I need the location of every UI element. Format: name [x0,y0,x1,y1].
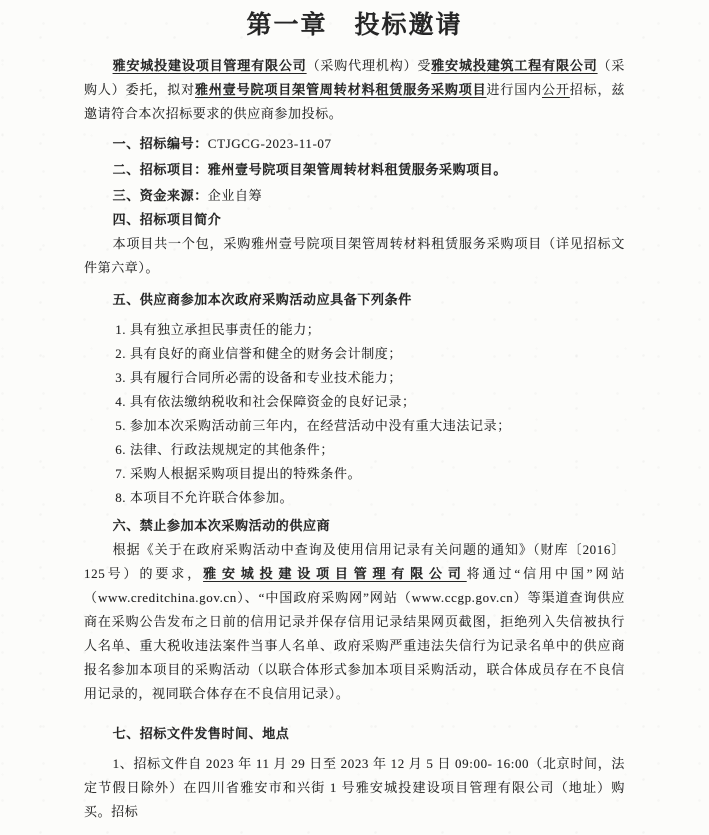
condition-item-6: 6. 法律、行政法规规定的其他条件； [115,442,334,457]
section-4-heading: 四、招标项目简介 [112,212,222,227]
condition-item-4: 4. 具有依法缴纳税收和社会保障资金的良好记录； [115,394,416,409]
condition-item-3: 3. 具有履行合同所必需的设备和专业技术能力； [115,370,402,385]
condition-item-1: 1. 具有独立承担民事责任的能力； [115,322,321,337]
section-7-heading: 七、招标文件发售时间、地点 [112,726,290,741]
intro-run-2: （采购人）委托，拟对 [84,58,626,97]
purchaser-name: 雅安城投建筑工程有限公司 [431,58,598,73]
section-6-heading: 六、禁止参加本次采购活动的供应商 [112,518,331,533]
tender-number-label: 一、招标编号： [112,136,208,151]
tender-number-value: CTJGCG-2023-11-07 [207,136,332,151]
agency-name: 雅安城投建设项目管理有限公司 [112,58,307,73]
agency-name-repeat: 雅安城投建设项目管理有限公司 [203,566,467,581]
intro-run-1: （采购代理机构）受 [306,58,432,73]
open-tender-underline: 公开 [541,82,570,97]
condition-item-2: 2. 具有良好的商业信誉和健全的财务会计制度； [115,346,402,361]
credit-check-run-2: 将通过“信用中国”网站（www.creditchina.gov.cn）、“中国政府采购网”网站（www.ccgp.gov.cn）等渠道查询供应商在采购公告发布之日前的信用记录并保存信用记录结果网页截图，拒绝列入失信被执行人名单、重大税收违法案件当事人名单、政府采购严重违法失信行为记录名单中的供应商报名参加本项目的采购活动（以联合体形式参加本项目采购活动，联合体成员存在不良信用记录的，视同联合体存在不良信用记录）。 [84,566,626,701]
section-5-heading: 五、供应商参加本次政府采购活动应具备下列条件 [112,292,412,307]
intro-run-4: 招标，兹邀请符合本次招标要求的供应商参加投标。 [84,82,625,121]
intro-run-3: 进行国内 [486,82,542,97]
chapter-title: 第一章 投标邀请 [246,12,463,39]
condition-item-5: 5. 参加本次采购活动前三年内，在经营活动中没有重大违法记录； [115,418,511,433]
condition-item-7: 7. 采购人根据采购项目提出的特殊条件。 [115,466,362,481]
condition-item-8: 8. 本项目不允许联合体参加。 [115,490,294,505]
section-4-body: 本项目共一个包，采购雅州壹号院项目架管周转材料租赁服务采购项目（详见招标文件第六章）。 [84,236,625,275]
funding-source-row [84,184,625,208]
funding-source-value: 企业自筹 [207,188,263,203]
tender-number-row [84,132,625,156]
project-name: 雅州壹号院项目架管周转材料租赁服务采购项目 [195,82,487,97]
tender-project-value: 雅州壹号院项目架管周转材料租赁服务采购项目。 [207,162,507,177]
funding-source-label: 三、资金来源： [112,188,208,203]
tender-project-row [84,158,625,182]
intro-paragraph [84,54,625,126]
section-6-body [84,538,625,706]
credit-check-run-1: 根据《关于在政府采购活动中查询及使用信用记录有关问题的通知》（财库〔2016〕125号）的要求， [84,542,625,581]
section-7-body: 1、招标文件自 2023 年 11 月 29 日至 2023 年 12 月 5 日 09:00- 16:00（北京时间，法定节假日除外）在四川省雅安市和兴街 1 号雅安城投建设项目管理有限公司（地址）购买。招标 [84,756,625,819]
tender-project-label: 二、招标项目： [112,162,208,177]
